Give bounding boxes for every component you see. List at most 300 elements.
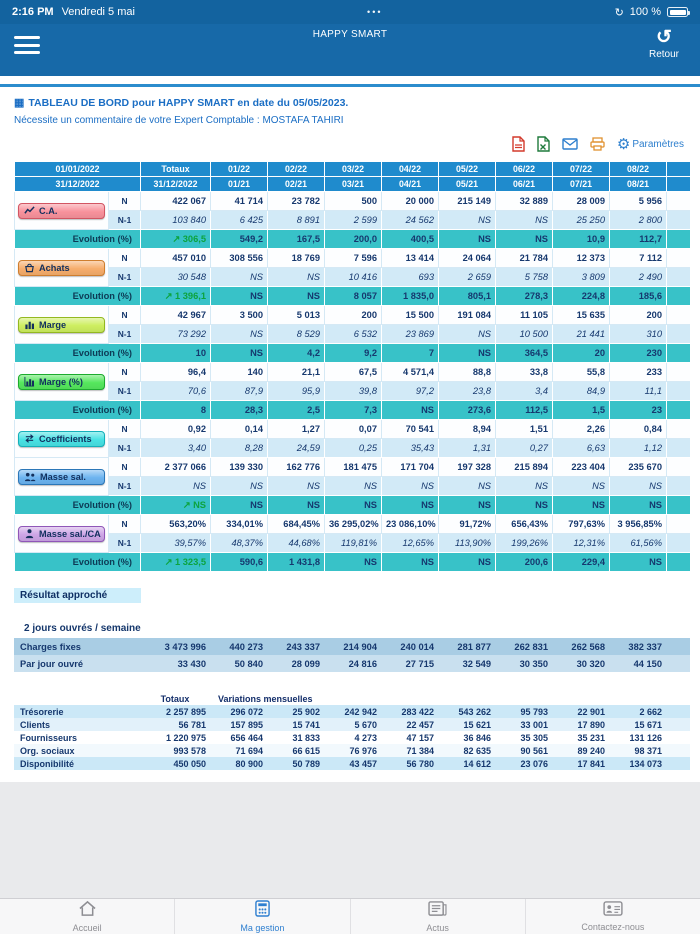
table-row [15,268,691,287]
value-cell: 55,8 [553,363,610,382]
value-cell: 30 548 [141,268,211,287]
metric-button-achats[interactable]: Achats [18,260,105,276]
value-cell: 33 001 [520,719,548,730]
value-cell: 35,43 [382,439,439,458]
n-indicator: N [109,458,141,477]
value-cell: 278,3 [496,287,553,306]
evolution-row [15,344,691,363]
metric-button-marge[interactable]: Marge (%) [18,374,105,390]
clipped-cell [667,344,691,363]
charges-table [14,638,690,672]
clipped-cell [667,534,691,553]
value-cell: 242 942 [344,706,377,717]
value-cell: 1,31 [439,439,496,458]
n1-indicator: N-1 [109,382,141,401]
value-cell: 1,51 [496,420,553,439]
evolution-row [15,287,691,306]
value-cell: NS [382,401,439,420]
metric-label-cell [15,363,109,401]
gear-icon: ⚙ [616,135,631,153]
value-cell: 590,6 [211,553,268,572]
value-cell: 805,1 [439,287,496,306]
clipped-cell [667,287,691,306]
value-cell: NS [382,496,439,515]
value-cell: 23,8 [439,382,496,401]
value-cell: 44,68% [268,534,325,553]
month-header: 03/21 [325,177,382,192]
value-cell: 171 704 [382,458,439,477]
clipped-header [667,177,691,192]
month-header: 03/22 [325,162,382,177]
value-cell: 4 273 [354,732,377,743]
value-cell: 2 257 895 [165,706,206,717]
n1-indicator: N-1 [109,477,141,496]
value-cell: NS [268,287,325,306]
result-section-title: Résultat approché [14,588,141,603]
value-cell: 42 967 [141,306,211,325]
value-cell: 2 599 [325,211,382,230]
value-cell: 1,12 [610,439,667,458]
metric-button-masse-sal[interactable]: Masse sal. [18,469,105,485]
summary-row [14,655,690,672]
clipped-cell [667,477,691,496]
metric-label-cell [15,420,109,458]
value-cell: 215 894 [496,458,553,477]
value-cell: 7 [382,344,439,363]
value-cell: 656,43% [496,515,553,534]
value-cell: 3,4 [496,382,553,401]
value-cell: 20 000 [382,192,439,211]
status-date: Vendredi 5 mai [61,6,135,18]
value-cell: 15 500 [382,306,439,325]
value-cell: 262 568 [571,641,606,652]
value-cell: 98 371 [634,745,662,756]
excel-icon[interactable] [537,136,550,152]
value-cell: NS [610,496,667,515]
up-arrow-icon: ↗ [182,499,191,510]
value-cell: 103 840 [141,211,211,230]
tab-actus[interactable]: Actus [351,899,526,934]
table-row [15,325,691,344]
treasury-row [14,731,690,744]
value-cell: 113,90% [439,534,496,553]
status-bar [0,0,700,24]
period-end-header: 31/12/2022 [15,177,141,192]
value-cell: 334,01% [211,515,268,534]
clipped-cell [667,230,691,249]
treasury-label: Trésorerie [20,706,64,717]
value-cell: 215 149 [439,192,496,211]
treasury-label: Org. sociaux [20,745,75,756]
clipped-cell [666,655,690,672]
value-cell: 5 670 [354,719,377,730]
value-cell: 1 220 975 [165,732,206,743]
value-cell: 36 295,02% [325,515,382,534]
swap-arrows-icon [24,433,35,444]
table-row [15,249,691,268]
value-cell: 97,2 [382,382,439,401]
treasury-variations-header: Variations mensuelles [210,692,690,705]
value-cell: 30 320 [576,658,606,669]
value-cell: 364,5 [496,344,553,363]
clipped-cell [667,211,691,230]
value-cell: 88,8 [439,363,496,382]
value-cell: 23 [610,401,667,420]
newspaper-icon [428,901,447,922]
month-header: 04/21 [382,177,439,192]
month-header: 07/21 [553,177,610,192]
value-cell: NS [496,211,553,230]
value-cell: 23 869 [382,325,439,344]
calculator-icon [255,900,270,922]
value-cell: 185,6 [610,287,667,306]
clipped-header [667,162,691,177]
metric-label-cell [15,515,109,553]
table-row [15,458,691,477]
totaux-header: Totaux [141,162,211,177]
value-cell: NS [610,553,667,572]
metric-button-coefficients[interactable]: Coefficients [18,431,105,447]
value-cell: 35 231 [577,732,605,743]
metric-button-c-a[interactable]: C.A. [18,203,105,219]
value-cell: 308 556 [211,249,268,268]
main-content [0,76,700,782]
value-cell: 131 126 [629,732,662,743]
bars-icon [24,319,35,330]
value-cell: 240 014 [400,641,435,652]
month-header: 01/21 [211,177,268,192]
value-cell: 71 694 [235,745,263,756]
value-cell: 8,94 [439,420,496,439]
value-cell: 24 562 [382,211,439,230]
evolution-row [15,553,691,572]
value-cell: 10,9 [553,230,610,249]
value-cell: 197 328 [439,458,496,477]
back-label: Retour [648,49,679,60]
value-cell: 0,92 [141,420,211,439]
value-cell: 33,8 [496,363,553,382]
n1-indicator: N-1 [109,325,141,344]
value-cell: 24 816 [348,658,378,669]
clipped-cell [667,363,691,382]
value-cell: 6 425 [211,211,268,230]
value-cell: 1 431,8 [268,553,325,572]
summary-label: Par jour ouvré [20,658,84,669]
rotation-lock-icon: ↻ [614,6,624,19]
value-cell: 21 441 [553,325,610,344]
treasury-row [14,705,690,718]
value-cell: 27 715 [405,658,435,669]
value-cell: 563,20% [141,515,211,534]
value-cell: 310 [610,325,667,344]
value-cell: 84,9 [553,382,610,401]
value-cell: 15 635 [553,306,610,325]
value-cell: 12 373 [553,249,610,268]
value-cell: 56 781 [178,719,206,730]
value-cell: 61,56% [610,534,667,553]
value-cell: 422 067 [141,192,211,211]
month-header: 05/22 [439,162,496,177]
value-cell: 0,25 [325,439,382,458]
value-cell: 200,0 [325,230,382,249]
value-cell: 112,5 [496,401,553,420]
evolution-label: Evolution (%) [15,230,141,249]
value-cell: 281 877 [457,641,492,652]
treasury-label: Disponibilité [20,758,74,769]
page-subtitle: Nécessite un commentaire de votre Expert Comptable : MOSTAFA TAHIRI [14,115,344,126]
people-icon [24,471,36,482]
evolution-row [15,401,691,420]
value-cell: 5 956 [610,192,667,211]
up-arrow-icon: ↗ [164,556,173,567]
spacer-cell [14,692,140,705]
treasury-header-row [14,692,690,705]
value-cell: 549,2 [211,230,268,249]
value-cell: 400,5 [382,230,439,249]
value-cell: 9,2 [325,344,382,363]
value-cell: 2,26 [553,420,610,439]
print-icon[interactable] [590,137,605,151]
value-cell: 13 414 [382,249,439,268]
value-cell: 543 262 [458,706,491,717]
up-arrow-icon: ↗ [164,290,173,301]
value-cell: ↗ 306,5 [141,230,211,249]
treasury-table-wrap [14,692,690,770]
clipped-cell [667,553,691,572]
pdf-icon[interactable] [512,136,525,152]
back-button[interactable] [640,28,688,60]
value-cell: 797,63% [553,515,610,534]
table-row [15,439,691,458]
value-cell: 76 976 [349,745,377,756]
evolution-label: Evolution (%) [15,496,141,515]
value-cell: 112,7 [610,230,667,249]
value-cell: NS [439,477,496,496]
value-cell: NS [268,496,325,515]
table-row [15,534,691,553]
value-cell: 2 662 [639,706,662,717]
clipped-cell [666,731,690,744]
clipped-cell [666,744,690,757]
month-header: 01/22 [211,162,268,177]
value-cell: 32 549 [462,658,492,669]
mail-icon[interactable] [562,138,578,150]
value-cell: 134 073 [629,758,662,769]
n-indicator: N [109,306,141,325]
value-cell: 2 800 [610,211,667,230]
value-cell: 181 475 [325,458,382,477]
metric-label-cell [15,458,109,496]
value-cell: 8,28 [211,439,268,458]
month-header: 07/22 [553,162,610,177]
n1-indicator: N-1 [109,211,141,230]
value-cell: ↗ 1 396,1 [141,287,211,306]
clipped-cell [666,757,690,770]
value-cell: NS [211,287,268,306]
value-cell: 11,1 [610,382,667,401]
metric-label-cell [15,192,109,230]
clock: 2:16 PM [12,6,54,18]
value-cell: 73 292 [141,325,211,344]
value-cell: 70 541 [382,420,439,439]
value-cell: 35 305 [520,732,548,743]
value-cell: 95 793 [520,706,548,717]
value-cell: 47 157 [406,732,434,743]
value-cell: 39,57% [141,534,211,553]
treasury-label: Clients [20,719,51,730]
value-cell: 296 072 [230,706,263,717]
clipped-cell [667,496,691,515]
n-indicator: N [109,192,141,211]
value-cell: 199,26% [496,534,553,553]
basket-icon [24,262,35,273]
n1-indicator: N-1 [109,268,141,287]
value-cell: 2 490 [610,268,667,287]
value-cell: 28 099 [291,658,321,669]
value-cell: 7 596 [325,249,382,268]
totaux-sub-header: 31/12/2022 [141,177,211,192]
value-cell: 87,9 [211,382,268,401]
value-cell: 7 112 [610,249,667,268]
value-cell: 30 350 [519,658,549,669]
evolution-label: Evolution (%) [15,553,141,572]
tab-contactez-nous[interactable]: Contactez-nous [526,899,700,934]
value-cell: NS [268,268,325,287]
value-cell: 12,65% [382,534,439,553]
summary-row [14,638,690,655]
value-cell: 31 833 [292,732,320,743]
value-cell: 15 741 [292,719,320,730]
value-cell: 0,84 [610,420,667,439]
clipped-cell [667,458,691,477]
value-cell: 993 578 [173,745,206,756]
value-cell: 162 776 [268,458,325,477]
value-cell: NS [325,496,382,515]
n1-indicator: N-1 [109,439,141,458]
value-cell: 41 714 [211,192,268,211]
value-cell: 15 671 [634,719,662,730]
contact-card-icon [603,901,623,921]
value-cell: 200,6 [496,553,553,572]
evolution-label: Evolution (%) [15,287,141,306]
value-cell: 67,5 [325,363,382,382]
battery-icon [667,7,688,17]
value-cell: 32 889 [496,192,553,211]
value-cell: 24 064 [439,249,496,268]
value-cell: NS [496,496,553,515]
value-cell: 3 809 [553,268,610,287]
value-cell: 21,1 [268,363,325,382]
dashboard-table-wrap [14,161,690,572]
table-row [15,420,691,439]
value-cell: 89 240 [577,745,605,756]
person-icon [24,528,35,539]
month-header: 08/21 [610,177,667,192]
value-cell: 23 076 [520,758,548,769]
evolution-label: Evolution (%) [15,401,141,420]
value-cell: 235 670 [610,458,667,477]
value-cell: 36 846 [463,732,491,743]
period-start-header: 01/01/2022 [15,162,141,177]
value-cell: 95,9 [268,382,325,401]
value-cell: 140 [211,363,268,382]
value-cell: 2 377 066 [141,458,211,477]
value-cell: NS [211,268,268,287]
page-title: ▦ TABLEAU DE BORD pour HAPPY SMART en date du 05/05/2023. [14,96,349,109]
value-cell: 233 [610,363,667,382]
value-cell: 96,4 [141,363,211,382]
value-cell: NS [439,211,496,230]
month-header: 04/22 [382,162,439,177]
settings-button[interactable] [617,137,684,152]
value-cell: 71 384 [406,745,434,756]
tab-ma-gestion[interactable]: Ma gestion [175,899,350,934]
nav-bar [0,24,700,76]
value-cell: 80 900 [235,758,263,769]
value-cell: NS [439,325,496,344]
value-cell: NS [325,553,382,572]
value-cell: 139 330 [211,458,268,477]
month-header: 02/21 [268,177,325,192]
summary-label: Charges fixes [20,641,81,652]
value-cell: 262 831 [514,641,549,652]
clipped-cell [667,249,691,268]
metric-button-masse-sal-ca[interactable]: Masse sal./CA [18,526,105,542]
value-cell: 157 895 [230,719,263,730]
value-cell: 214 904 [343,641,378,652]
value-cell: 5 013 [268,306,325,325]
export-toolbar [16,135,684,153]
table-row [15,382,691,401]
value-cell: NS [439,496,496,515]
month-header: 05/21 [439,177,496,192]
line-chart-icon [24,205,35,216]
value-cell: 91,72% [439,515,496,534]
clipped-cell [667,306,691,325]
n-indicator: N [109,420,141,439]
metric-button-marge[interactable]: Marge [18,317,105,333]
multitask-dots: ••• [367,7,383,17]
battery-percent: 100 % [629,6,661,18]
value-cell: 656 464 [230,732,263,743]
value-cell: 21 784 [496,249,553,268]
metric-label-cell [15,306,109,344]
value-cell: ↗ 1 323,5 [141,553,211,572]
value-cell: 25 250 [553,211,610,230]
value-cell: NS [211,325,268,344]
value-cell: 24,59 [268,439,325,458]
value-cell: 11 105 [496,306,553,325]
value-cell: NS [439,230,496,249]
clipped-cell [667,515,691,534]
home-icon [78,900,97,922]
value-cell: 33 430 [177,658,207,669]
value-cell: 50 840 [234,658,264,669]
tab-accueil[interactable]: Accueil [0,899,175,934]
value-cell: NS [496,230,553,249]
value-cell: 457 010 [141,249,211,268]
metric-label-cell [15,249,109,287]
value-cell: 8 057 [325,287,382,306]
value-cell: 43 457 [349,758,377,769]
value-cell: 10 500 [496,325,553,344]
treasury-row [14,757,690,770]
dashboard-table [14,161,690,572]
value-cell: 0,27 [496,439,553,458]
value-cell: 10 [141,344,211,363]
treasury-table [14,692,690,770]
value-cell: NS [439,553,496,572]
